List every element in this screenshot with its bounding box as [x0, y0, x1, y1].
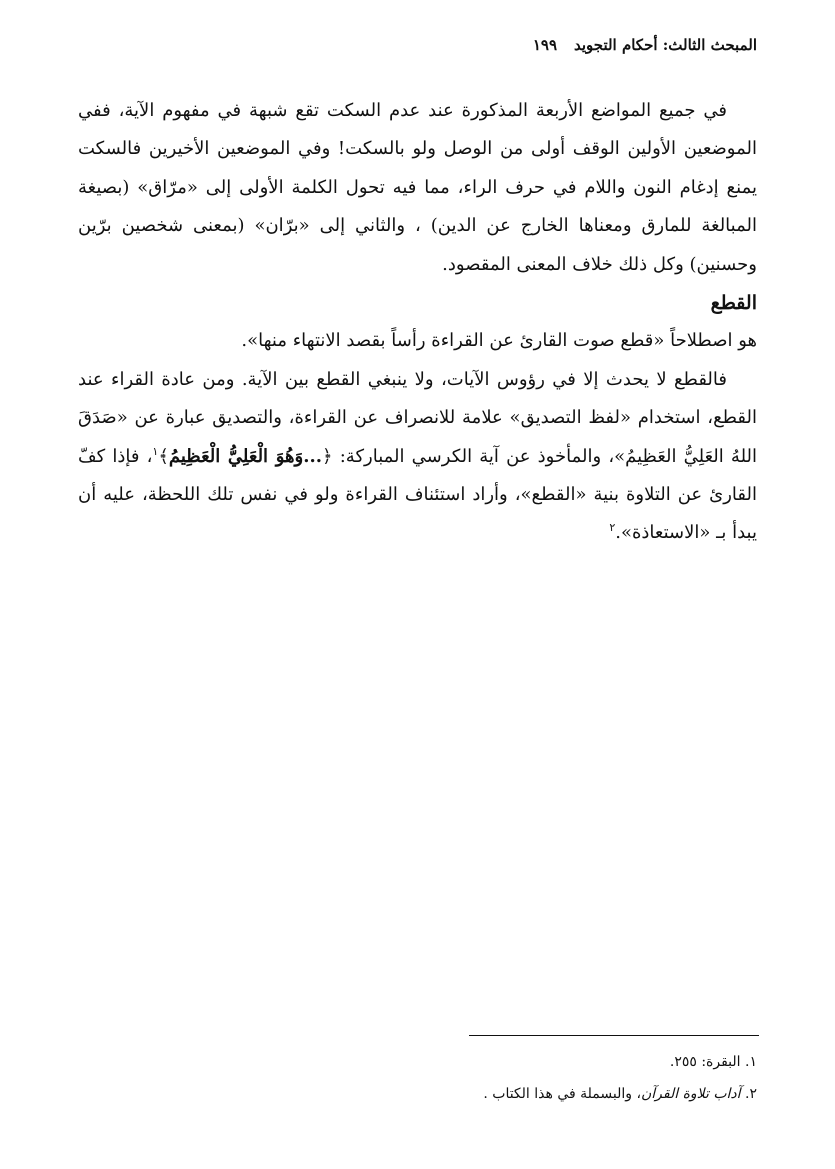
rules-text-part-1: فالقطع لا يحدث إلا في رؤوس الآيات، ولا ينبغي القطع بين الآية. ومن عادة القراء عند القطع، استخدام «لفظ التصديق» علامة للانصراف عن القراءة، والتصديق عبارة عن «صَدَقَ اللهُ العَلِيُّ العَظِيمُ»، والمأخوذ عن آية الكرسي المباركة: — [78, 368, 758, 467]
quran-verse — [158, 446, 332, 467]
footnote-ref-1[interactable]: ١ — [152, 444, 159, 458]
footnote-ref-2[interactable]: ٢ — [609, 521, 616, 535]
footnote-divider — [469, 1035, 759, 1036]
verse-text: ...وَهُوَ الْعَلِيُّ الْعَظِيمُ — [168, 445, 323, 467]
main-text — [78, 92, 757, 553]
footnote-2 — [78, 1078, 757, 1110]
chapter-title: المبحث الثالث: أحكام التجويد — [573, 36, 757, 54]
running-header — [78, 36, 757, 66]
section-heading-qat: القطع — [710, 292, 757, 315]
footnote-2-number: ٢. — [740, 1086, 757, 1102]
paragraph-sakt-discussion: في جميع المواضع الأربعة المذكورة عند عدم السكت تقع شبهة في مفهوم الآية، ففي الموضعين الأولين الوقف أولى من الوصل ولو بالسكت! وفي الموضعين الأخيرين فالسكت يمنع إدغام النون واللام في حرف الراء، مما فيه تحول الكلمة الأولى إلى «مرّاق» (بصيغة المبالغة للمارق ومعناها الخارج عن الدين) ، والثاني إلى «برّان» (بمعنى شخصين برّين وحسنين) وكل ذلك خلاف المعنى المقصود. — [78, 100, 757, 275]
footnote-1: ١. البقرة: ٢٥٥. — [669, 1054, 757, 1070]
footnotes — [78, 1046, 757, 1110]
ornate-bracket-close: ﴾ — [158, 445, 169, 467]
footnote-2-book-title: آداب تلاوة القرآن — [640, 1086, 741, 1102]
rules-text-part-2: ، فإذا كفّ القارئ عن التلاوة بنية «القطع»، وأراد استئناف القراءة ولو في نفس تلك اللحظة، عليه أن يبدأ بـ «الاستعاذة». — [78, 445, 757, 544]
paragraph-qat-rules — [78, 361, 757, 553]
page-number: ١٩٩ — [532, 36, 557, 54]
paragraph-qat-definition: هو اصطلاحاً «قطع صوت القارئ عن القراءة رأساً بقصد الانتهاء منها». — [241, 330, 757, 352]
ornate-bracket-open: ﴿ — [322, 445, 333, 467]
footnote-2-text: ، والبسملة في هذا الكتاب . — [483, 1086, 641, 1102]
